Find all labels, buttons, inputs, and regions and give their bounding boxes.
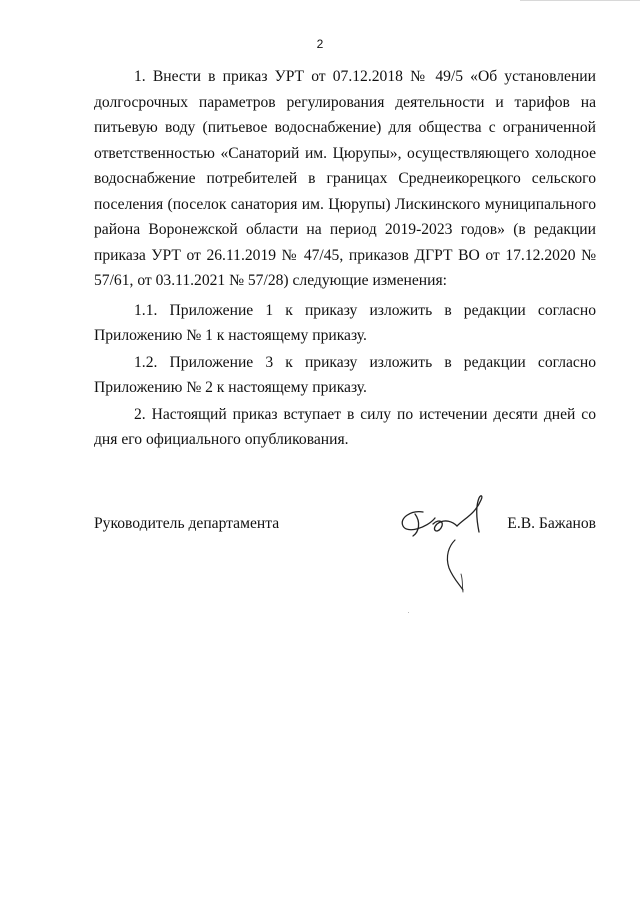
handwritten-signature [393,488,505,598]
paragraph-item-1: 1. Внести в приказ УРТ от 07.12.2018 № 49/5 «Об установлении долгосрочных параметров регулирования деятельности и тарифов на питьевую воду (питьевое водоснабжение) для общества с ограниченной ответственностью «Санаторий им. Цюрупы», осуществляющего холодное водоснабжение потребителей в границах Среднеикорецкого сельского поселения (поселок санатория им. Цюрупы) Лискинского муниципального района Воронежской области на период 2019-2023 годов» (в редакции приказа УРТ от 26.11.2019 № 47/45, приказов ДГРТ ВО от 17.12.2020 № 57/61, от 03.11.2021 № 57/28) следующие изменения: [94,68,596,289]
paragraph-item-1-1: 1.1. Приложение 1 к приказу изложить в редакции согласно Приложению № 1 к настоящему приказу. [94,301,596,344]
order-body [94,64,596,453]
scan-edge-line [520,0,640,1]
page-number: 2 [316,37,324,51]
signatory-name: Е.В. Бажанов [507,515,596,532]
signatory-title: Руководитель департамента [94,515,280,532]
scan-speck [408,612,409,613]
paragraph-item-2: 2. Настоящий приказ вступает в силу по истечении десяти дней со дня его официального опубликования. [94,405,596,448]
paragraph-item-1-2: 1.2. Приложение 3 к приказу изложить в редакции согласно Приложению № 2 к настоящему приказу. [94,353,596,396]
